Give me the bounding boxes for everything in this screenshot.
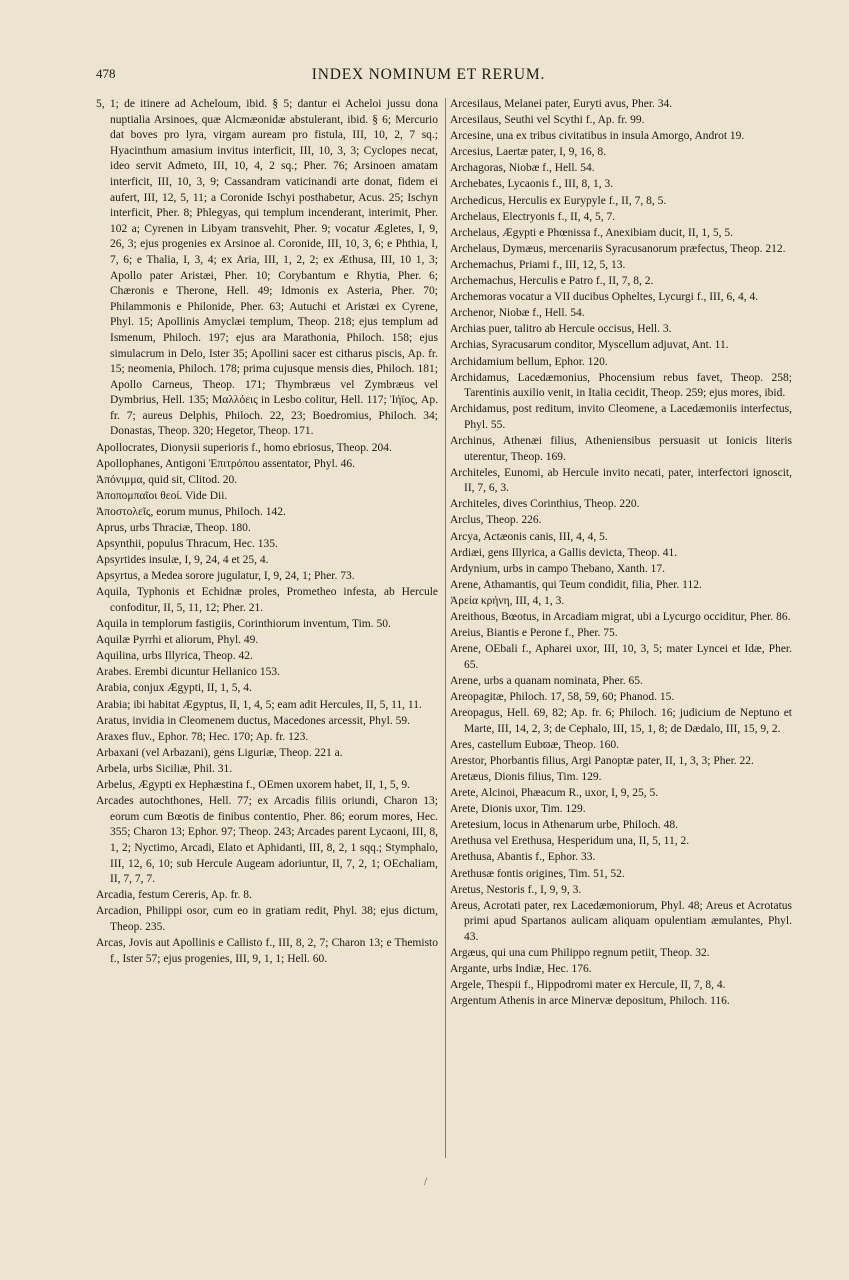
- index-entry: Arethusa, Abantis f., Ephor. 33.: [450, 851, 596, 864]
- index-entry: Argante, urbs Indiæ, Hec. 176.: [450, 963, 592, 976]
- index-entry: Arbelus, Ægypti ex Hephæstina f., OEmen uxorem habet, II, 1, 5, 9.: [96, 779, 410, 792]
- index-entry: Arabia; ibi habitat Ægyptus, II, 1, 4, 5; eam adit Hercules, II, 5, 11, 11.: [96, 698, 422, 711]
- index-entry: Apsynthii, populus Thracum, Hec. 135.: [96, 538, 278, 551]
- index-entry: Ἀποπομπαῖοι θεοί. Vide Dii.: [96, 489, 228, 502]
- index-entry: Arbaxani (vel Arbazani), gens Liguriæ, Theop. 221 a.: [96, 746, 343, 759]
- index-entry: Arabia, conjux Ægypti, II, 1, 5, 4.: [96, 682, 252, 695]
- index-entry: Ardiæi, gens Illyrica, a Gallis devicta, Theop. 41.: [450, 546, 678, 559]
- index-entry: Argæus, qui una cum Philippo regnum petiit, Theop. 32.: [450, 946, 710, 959]
- index-entry: Argentum Athenis in arce Minervæ depositum, Philoch. 116.: [450, 995, 730, 1008]
- index-entry: Aquila, Typhonis et Echidnæ proles, Prometheo infesta, ab Hercule confoditur, II, 5, 11, 12; Pher. 21.: [96, 586, 438, 614]
- index-entry: Areius, Biantis e Perone f., Pher. 75.: [450, 627, 618, 640]
- running-header: [96, 66, 761, 88]
- index-entry: Arestor, Phorbantis filius, Argi Panoptæ pater, II, 1, 3, 3; Pher. 22.: [450, 754, 754, 767]
- index-entry: Aquilæ Pyrrhi et aliorum, Phyl. 49.: [96, 634, 259, 647]
- index-entry: Arcesius, Laertæ pater, I, 9, 16, 8.: [450, 146, 607, 159]
- index-entry: Arcesilaus, Seuthi vel Scythi f., Ap. fr. 99.: [450, 114, 645, 127]
- index-entry: Aretus, Nestoris f., I, 9, 9, 3.: [450, 883, 582, 896]
- index-entry: Archelaus, Electryonis f., II, 4, 5, 7.: [450, 210, 616, 223]
- index-entry: Ἀποστολεῖς, eorum munus, Philoch. 142.: [96, 505, 286, 518]
- index-entry: Archelaus, Ægypti e Phœnissa f., Anexibiam ducit, II, 1, 5, 5.: [450, 226, 733, 239]
- index-entry: Archemoras vocatur a VII ducibus Opheltes, Lycurgi f., III, 6, 4, 4.: [450, 291, 759, 304]
- index-column-right: [450, 97, 792, 1010]
- index-entry: Apsyrtides insulæ, I, 9, 24, 4 et 25, 4.: [96, 554, 269, 567]
- index-entry: Ares, castellum Eubϖæ, Theop. 160.: [450, 738, 619, 751]
- page-number: 478: [96, 66, 116, 81]
- index-entry: Ἀρεία κρήνη, III, 4, 1, 3.: [450, 594, 565, 607]
- index-entry: Arete, Dionis uxor, Tim. 129.: [450, 803, 586, 816]
- index-entry: Apollophanes, Antigoni Ἐπιτρόπου assentator, Phyl. 46.: [96, 457, 355, 470]
- index-entry: Arbela, urbs Siciliæ, Phil. 31.: [96, 762, 233, 775]
- index-entry: Arene, Athamantis, qui Teum condidit, filia, Pher. 112.: [450, 578, 702, 591]
- index-entry: Archias, Syracusarum conditor, Myscellum adjuvat, Ant. 11.: [450, 339, 729, 352]
- index-entry: Areopagitæ, Philoch. 17, 58, 59, 60; Phanod. 15.: [450, 690, 675, 703]
- index-entry: Archidamium bellum, Ephor. 120.: [450, 355, 608, 368]
- index-entry: Arcesilaus, Melanei pater, Euryti avus, Pher. 34.: [450, 98, 673, 110]
- index-entry: Areus, Acrotati pater, rex Lacedæmoniorum, Phyl. 48; Areus et Acrotatus primi apud Spartanos aulicam aliquam opulentiam æmulantes, Phyl. 43.: [450, 899, 792, 943]
- page-title: INDEX NOMINUM ET RERUM.: [311, 66, 546, 83]
- index-entry: Aquilina, urbs Illyrica, Theop. 42.: [96, 650, 253, 663]
- index-entry: Architeles, Eunomi, ab Hercule invito necati, pater, interfectori ignoscit, II, 7, 6, 3.: [450, 466, 792, 495]
- index-entry: Areithous, Bœotus, in Arcadiam migrat, ubi a Lycurgo occiditur, Pher. 86.: [450, 611, 791, 623]
- index-entry: Arethusa vel Erethusa, Hesperidum una, II, 5, 11, 2.: [450, 835, 690, 848]
- index-entry: Archinus, Athenæi filius, Atheniensibus persuasit ut Ionicis literis uterentur, Theop. 169.: [450, 434, 792, 463]
- index-entry: 5, 1; de itinere ad Acheloum, ibid. § 5; dantur ei Acheloi jussu dona nuptialia Arsinoes, quæ Alcmæonidæ abstulerant, ibid. § 6; Mercurio dat boves pro lyra, virgam auream pro fistula, III, 10, 2, 7 sq.; Hyacinthum amasium invitus interficit, III, 10, 3, 3; Cyclopes necat, ideo servit Admeto, III, 10, 4, 2 sq.; Pher. 76; Arsinoen amatam interficit, III, 10, 3, 9; Cassandram vaticinandi arte donat, fidem ei aufert, III, 12, 5, 11; a Coronide Ischyi posthabetur, Acus. 25; Ischyn interficit, Pher. 8; Phlegyas, qui templum incenderant, interimit, Pher. 102 a; Cyrenen in Libyam transvehit, Pher. 9; vocatur Ægletes, I, 9, 26, 3; ejus progenies ex Arsinoe al. Coronide, III, 10, 3, 6; e Phthia, I, 7, 6; e Thalia, I, 3, 4; ex Aria, III, 1, 2, 2; ex Æthusa, III, 10 1, 3; Apollo pater Aristæi, Pher. 10; Corybantum e Rhytia, Pher. 6; Chæronis e Therone, Hell. 49; Idmonis ex Asteria, Pher. 70; Philammonis e Philonide, Pher. 63; Autuchi et Aristæi ex Cyrene, Phyl. 15; Apollinis Amyclæi templum, Theop. 218; ejus templum ad Ismenum, Philoch. 197; ejus ara Marathonia, Philoch. 158; ejus simulacrum in Delo, Ister 35; Apollini sacer est citharus piscis, Ap. fr. 15; neomenia, Philoch. 178; prima cujusque mensis dies, Philoch. 181; Apollo Carneus, Theop. 171; Thymbræus vel Zymbræus vel Dymbrius, Hell. 135; Μαλλόεις in Lesbo colitur, Hell. 117; Ἰήϊος, Ap. fr. 7; aureus Delphis, Philoch. 22, 23; Boedromius, Philoch. 34; Donastas, Theop. 320; Hegetor, Theop. 171.: [96, 98, 438, 438]
- column-divider: [445, 98, 446, 1158]
- index-entry: Arclus, Theop. 226.: [450, 514, 542, 527]
- index-entry: Archedicus, Herculis ex Eurypyle f., II, 7, 8, 5.: [450, 194, 667, 207]
- index-entry: Aquila in templorum fastigiis, Corinthiorum inventum, Tim. 50.: [96, 618, 391, 631]
- index-entry: Archias puer, talitro ab Hercule occisus, Hell. 3.: [450, 323, 672, 336]
- index-entry: Aratus, invidia in Cleomenem ductus, Macedones arcessit, Phyl. 59.: [96, 714, 410, 727]
- index-entry: Aretesium, locus in Athenarum urbe, Philoch. 48.: [450, 819, 679, 832]
- index-entry: Archemachus, Herculis e Patro f., II, 7, 8, 2.: [450, 275, 654, 288]
- index-entry: Arabes. Erembi dicuntur Hellanico 153.: [96, 666, 280, 679]
- index-entry: Arethusæ fontis origines, Tim. 51, 52.: [450, 867, 625, 880]
- index-entry: Architeles, dives Corinthius, Theop. 220.: [450, 498, 640, 511]
- index-entry: Archebates, Lycaonis f., III, 8, 1, 3.: [450, 178, 614, 191]
- index-entry: Apollocrates, Dionysii superioris f., homo ebriosus, Theop. 204.: [96, 441, 392, 454]
- index-entry: Argele, Thespii f., Hippodromi mater ex Hercule, II, 7, 8, 4.: [450, 979, 726, 992]
- index-entry: Ἀπόνιμμα, quid sit, Clitod. 20.: [96, 473, 238, 486]
- index-entry: Arcadia, festum Cereris, Ap. fr. 8.: [96, 889, 252, 902]
- index-entry: Archemachus, Priami f., III, 12, 5, 13.: [450, 258, 626, 271]
- index-entry: Arcas, Jovis aut Apollinis e Callisto f., III, 8, 2, 7; Charon 13; e Themisto f., Ister 57; ejus progenies, III, 9, 1, 1; Hell. 60.: [96, 936, 438, 965]
- index-entry: Araxes fluv., Ephor. 78; Hec. 170; Ap. fr. 123.: [96, 730, 309, 743]
- index-entry: Archidamus, Lacedæmonius, Phocensium rebus favet, Theop. 258; Tarentinis auxilio venit, in Italia cecidit, Theop. 259; ejus mores, ibid.: [450, 371, 792, 400]
- index-entry: Archidamus, post reditum, invito Cleomene, a Lacedæmoniis interfectus, Phyl. 55.: [450, 403, 792, 431]
- index-entry: Ardynium, urbs in campo Thebano, Xanth. 17.: [450, 562, 666, 575]
- index-entry: Archagoras, Niobæ f., Hell. 54.: [450, 162, 595, 175]
- index-entry: Archenor, Niobæ f., Hell. 54.: [450, 307, 585, 320]
- index-entry: Arene, OEbali f., Apharei uxor, III, 10, 3, 5; mater Lyncei et Idæ, Pher. 65.: [450, 643, 792, 671]
- index-entry: Arcya, Actæonis canis, III, 4, 4, 5.: [450, 530, 608, 543]
- index-entry: Aprus, urbs Thraciæ, Theop. 180.: [96, 522, 251, 535]
- index-column-left: [96, 97, 438, 967]
- index-entry: Aretæus, Dionis filius, Tim. 129.: [450, 770, 602, 783]
- index-entry: Arene, urbs a quanam nominata, Pher. 65.: [450, 674, 643, 687]
- index-entry: Archelaus, Dymæus, mercenariis Syracusanorum præfectus, Theop. 212.: [450, 242, 786, 255]
- index-entry: Areopagus, Hell. 69, 82; Ap. fr. 6; Philoch. 16; judicium de Neptuno et Marte, III, 14, 2, 3; de Cephalo, III, 15, 1, 8; de Dædalo, III, 15, 9, 2.: [450, 707, 792, 735]
- index-entry: Apsyrtus, a Medea sorore jugulatur, I, 9, 24, 1; Pher. 73.: [96, 570, 355, 583]
- index-entry: Arcades autochthones, Hell. 77; ex Arcadis filiis oriundi, Charon 13; eorum cum Bœotis de finibus contentio, Pher. 86; eorum mores, Hec. 355; Charon 13; Ephor. 97; Theop. 243; Arcades parent Lycaoni, III, 8, 1, 2; Nyctimo, Arcadi, Elato et Aphidanti, III, 8, 2, 1 sqq.; Stymphalo, III, 12, 6, 10; sub Hercule Augeam adoriuntur, II, 7, 2, 1; OEchaliam, II, 7, 7, 7.: [96, 795, 438, 886]
- footer-mark: /: [424, 1174, 428, 1188]
- index-entry: Arete, Alcinoi, Phæacum R., uxor, I, 9, 25, 5.: [450, 787, 659, 800]
- index-entry: Arcadion, Philippi osor, cum eo in gratiam redit, Phyl. 38; ejus dictum, Theop. 235.: [96, 905, 438, 933]
- index-entry: Arcesine, una ex tribus civitatibus in insula Amorgo, Androt 19.: [450, 130, 745, 143]
